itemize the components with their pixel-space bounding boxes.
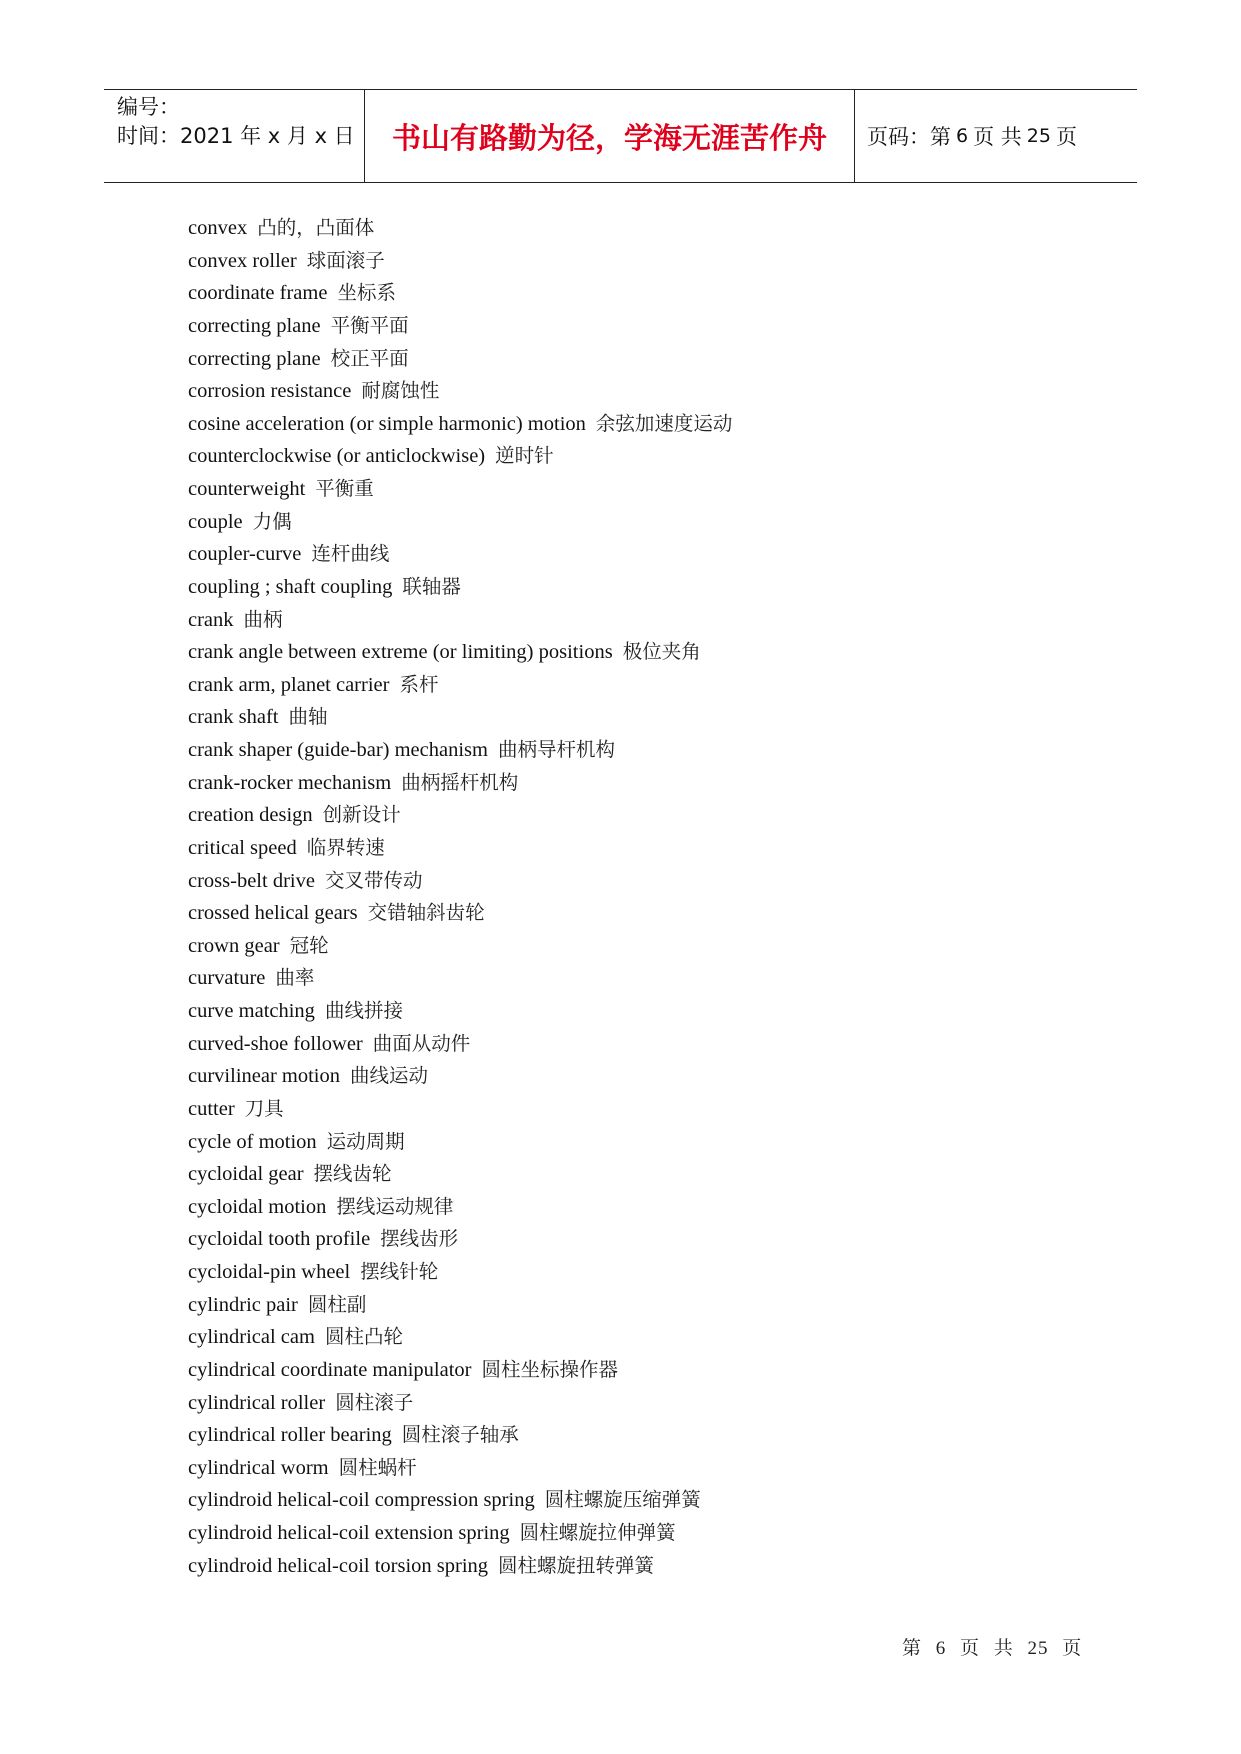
entry-english-term: counterweight	[188, 478, 306, 500]
entry-english-term: crank	[188, 608, 234, 631]
glossary-entry	[188, 1418, 732, 1451]
footer-prefix: 第	[902, 1638, 923, 1659]
entry-english-term: crank shaper (guide-bar) mechanism	[188, 739, 488, 761]
entry-english-term: cylindrical roller	[188, 1391, 326, 1414]
entry-english-term: cylindrical cam	[188, 1326, 315, 1349]
entry-english-term: cutter	[188, 1097, 235, 1120]
document-time-label: 时间：2021 年 x 月 x 日	[117, 124, 355, 148]
glossary-entry	[188, 407, 732, 440]
glossary-entry	[188, 1157, 732, 1190]
glossary-entry	[188, 537, 732, 570]
entry-english-term: cross-belt drive	[188, 869, 315, 892]
glossary-entry	[188, 1353, 732, 1386]
entry-english-term: crank shaft	[188, 706, 279, 729]
entry-chinese-term: 系杆	[399, 672, 439, 696]
entry-english-term: curve matching	[188, 1000, 315, 1022]
entry-chinese-term: 平衡重	[315, 477, 374, 500]
page-header	[104, 89, 1137, 183]
entry-chinese-term: 临界转速	[306, 835, 385, 859]
entry-english-term: cycle of motion	[188, 1130, 317, 1153]
entry-chinese-term: 圆柱副	[307, 1292, 367, 1316]
entry-english-term: coordinate frame	[188, 282, 328, 305]
footer-current-page: 6	[935, 1638, 947, 1659]
entry-chinese-term: 平衡平面	[330, 313, 409, 337]
entry-chinese-term: 凸的，凸面体	[257, 216, 375, 239]
glossary-entry	[188, 276, 732, 309]
glossary-entry	[188, 1516, 732, 1549]
entry-chinese-term: 曲线拼接	[324, 999, 403, 1022]
glossary-entry	[188, 1027, 732, 1060]
header-motto: 书山有路勤为径，学海无涯苦作舟	[365, 90, 855, 182]
entry-english-term: coupling ; shaft coupling	[188, 575, 393, 598]
entry-english-term: cycloidal tooth profile	[188, 1228, 371, 1251]
entry-english-term: correcting plane	[188, 314, 321, 337]
entry-chinese-term: 摆线齿形	[380, 1227, 459, 1251]
footer-suffix: 页	[1062, 1638, 1083, 1659]
page-footer	[902, 1633, 1090, 1660]
glossary-entry	[188, 994, 732, 1027]
entry-english-term: correcting plane	[188, 347, 321, 370]
glossary-entry	[188, 1222, 732, 1255]
entry-chinese-term: 圆柱螺旋压缩弹簧	[544, 1488, 701, 1512]
entry-english-term: cycloidal-pin wheel	[188, 1261, 351, 1283]
entry-chinese-term: 圆柱螺旋拉伸弹簧	[519, 1521, 676, 1544]
glossary-entry	[188, 603, 732, 636]
glossary-list	[188, 211, 732, 1581]
entry-english-term: cycloidal motion	[188, 1195, 327, 1218]
entry-chinese-term: 坐标系	[337, 281, 396, 305]
glossary-entry	[188, 929, 732, 962]
glossary-entry	[188, 1386, 732, 1419]
glossary-entry	[188, 1320, 732, 1353]
entry-chinese-term: 运动周期	[326, 1129, 405, 1153]
entry-chinese-term: 圆柱凸轮	[324, 1325, 403, 1349]
glossary-entry	[188, 896, 732, 929]
entry-english-term: coupler-curve	[188, 543, 302, 566]
entry-chinese-term: 圆柱滚子	[335, 1390, 414, 1414]
glossary-entry	[188, 374, 732, 407]
entry-english-term: crown gear	[188, 934, 280, 957]
page-end-label: 页	[1055, 125, 1077, 149]
entry-english-term: crank arm, planet carrier	[188, 673, 390, 696]
glossary-entry	[188, 1092, 732, 1125]
entry-chinese-term: 创新设计	[322, 803, 401, 827]
entry-english-term: critical speed	[188, 836, 297, 859]
entry-english-term: creation design	[188, 804, 313, 827]
glossary-entry	[188, 864, 732, 897]
entry-english-term: curvilinear motion	[188, 1065, 340, 1088]
page-label: 页码：第	[867, 125, 951, 149]
entry-english-term: cylindroid helical-coil torsion spring	[188, 1554, 489, 1577]
glossary-entry	[188, 570, 732, 603]
entry-chinese-term: 刀具	[244, 1096, 284, 1120]
page-current: 6	[956, 125, 969, 147]
glossary-entry	[188, 342, 732, 375]
entry-chinese-term: 圆柱蜗杆	[338, 1455, 417, 1479]
entry-chinese-term: 交叉带传动	[324, 868, 423, 892]
entry-chinese-term: 曲柄	[243, 607, 283, 631]
entry-english-term: cosine acceleration (or simple harmonic) motion	[188, 412, 586, 435]
entry-english-term: crank-rocker mechanism	[188, 771, 392, 794]
glossary-entry	[188, 244, 732, 277]
glossary-entry	[188, 505, 732, 538]
entry-chinese-term: 冠轮	[289, 933, 329, 957]
entry-chinese-term: 交错轴斜齿轮	[367, 901, 485, 925]
glossary-entry	[188, 1125, 732, 1158]
entry-chinese-term: 连杆曲线	[311, 542, 390, 566]
header-meta	[104, 90, 365, 182]
glossary-entry	[188, 1483, 732, 1516]
entry-english-term: cylindrical roller bearing	[188, 1424, 392, 1447]
entry-chinese-term: 圆柱滚子轴承	[401, 1423, 519, 1447]
entry-english-term: corrosion resistance	[188, 380, 352, 403]
entry-chinese-term: 曲轴	[288, 705, 328, 729]
entry-chinese-term: 逆时针	[495, 444, 554, 468]
entry-english-term: cylindroid helical-coil compression spring	[188, 1489, 535, 1512]
entry-chinese-term: 耐腐蚀性	[361, 379, 440, 403]
entry-chinese-term: 圆柱螺旋扭转弹簧	[498, 1553, 655, 1577]
entry-english-term: curvature	[188, 967, 266, 990]
glossary-entry	[188, 1549, 732, 1582]
glossary-entry	[188, 798, 732, 831]
header-page-info	[855, 90, 1137, 182]
entry-chinese-term: 曲面从动件	[372, 1031, 471, 1055]
entry-chinese-term: 校正平面	[330, 346, 409, 370]
entry-chinese-term: 余弦加速度运动	[595, 411, 733, 435]
footer-total-pages: 25	[1027, 1638, 1049, 1659]
page-mid-label: 页 共	[973, 125, 1022, 149]
entry-english-term: convex	[188, 217, 248, 239]
glossary-entry	[188, 1190, 732, 1223]
glossary-entry	[188, 309, 732, 342]
footer-total-prefix: 共	[993, 1638, 1014, 1659]
entry-chinese-term: 球面滚子	[306, 248, 385, 272]
document-number-label: 编号：	[117, 95, 180, 119]
entry-english-term: couple	[188, 510, 243, 533]
entry-english-term: curved-shoe follower	[188, 1032, 363, 1055]
entry-chinese-term: 曲柄导杆机构	[497, 738, 615, 761]
entry-english-term: cycloidal gear	[188, 1163, 304, 1186]
entry-chinese-term: 摆线齿轮	[313, 1162, 392, 1186]
glossary-entry	[188, 961, 732, 994]
glossary-entry	[188, 700, 732, 733]
entry-chinese-term: 极位夹角	[622, 640, 701, 664]
glossary-entry	[188, 766, 732, 799]
entry-chinese-term: 摆线针轮	[360, 1260, 439, 1283]
page-total: 25	[1026, 125, 1051, 147]
entry-chinese-term: 力偶	[252, 509, 292, 533]
entry-chinese-term: 曲率	[275, 966, 315, 990]
entry-english-term: cylindrical worm	[188, 1456, 329, 1479]
entry-english-term: crossed helical gears	[188, 902, 358, 925]
entry-chinese-term: 摆线运动规律	[336, 1194, 454, 1218]
entry-english-term: crank angle between extreme (or limiting) positions	[188, 641, 613, 664]
entry-english-term: counterclockwise (or anticlockwise)	[188, 445, 486, 468]
entry-english-term: cylindrical coordinate manipulator	[188, 1358, 472, 1381]
entry-english-term: cylindric pair	[188, 1293, 298, 1316]
footer-mid: 页	[960, 1638, 981, 1659]
glossary-entry	[188, 1059, 732, 1092]
glossary-entry	[188, 1255, 732, 1288]
entry-english-term: cylindroid helical-coil extension spring	[188, 1522, 510, 1544]
glossary-entry	[188, 1451, 732, 1484]
glossary-entry	[188, 439, 732, 472]
glossary-entry	[188, 831, 732, 864]
entry-chinese-term: 圆柱坐标操作器	[481, 1357, 618, 1381]
glossary-entry	[188, 733, 732, 766]
glossary-entry	[188, 635, 732, 668]
entry-chinese-term: 曲柄摇杆机构	[401, 770, 519, 794]
glossary-entry	[188, 1288, 732, 1321]
entry-chinese-term: 曲线运动	[350, 1064, 429, 1088]
entry-english-term: convex roller	[188, 249, 297, 272]
glossary-entry	[188, 668, 732, 701]
entry-chinese-term: 联轴器	[402, 574, 461, 598]
glossary-entry	[188, 211, 732, 244]
glossary-entry	[188, 472, 732, 505]
